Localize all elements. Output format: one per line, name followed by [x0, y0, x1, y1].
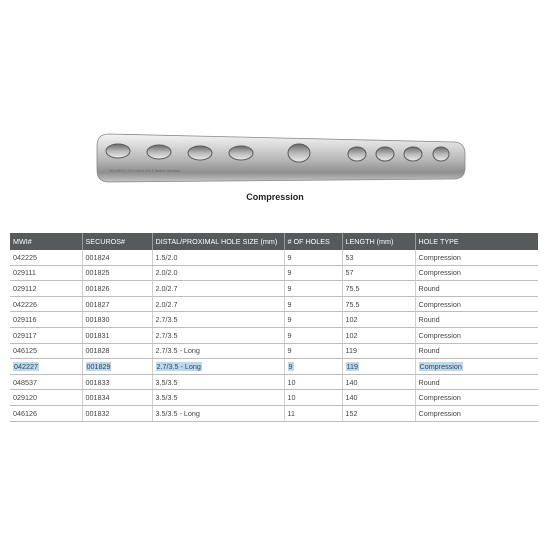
table-cell: 140 [342, 374, 415, 390]
table-cell: 001833 [82, 374, 152, 390]
bone-plate-illustration [95, 128, 467, 186]
table-row [10, 250, 538, 265]
table-cell: 102 [342, 327, 415, 343]
table-cell: 53 [342, 250, 415, 265]
table-cell: 9 [284, 312, 342, 328]
table-row [10, 359, 538, 375]
table-cell: 029112 [10, 281, 82, 297]
column-header: MWI# [10, 233, 82, 250]
svg-text:SECUROS 1.5/2.0 mm 9 HOLE: SECUROS 1.5/2.0 mm 9 HOLE Made in Germany [109, 169, 181, 173]
table-cell: Compression [415, 250, 538, 265]
table-cell: 119 [342, 343, 415, 359]
table-cell: 75.5 [342, 281, 415, 297]
table-cell: 3.5/3.5 [152, 374, 284, 390]
table-row [10, 281, 538, 297]
table-cell: 9 [284, 343, 342, 359]
plate-hole [188, 146, 212, 160]
table-cell: 9 [284, 296, 342, 312]
plate-hole [376, 147, 394, 161]
table-cell: 042227 [10, 359, 82, 375]
table-cell: Round [415, 312, 538, 328]
table-cell: 140 [342, 390, 415, 406]
table-cell: 2.7/3.5 [152, 327, 284, 343]
figure-caption: Compression [246, 192, 304, 202]
plate-hole [348, 147, 366, 161]
plate-hole [147, 145, 171, 159]
table-cell: 042226 [10, 296, 82, 312]
table-cell: 2.0/2.7 [152, 296, 284, 312]
table-cell: 001824 [82, 250, 152, 265]
table-cell: 102 [342, 312, 415, 328]
plate-hole [106, 144, 130, 158]
table-cell: 001826 [82, 281, 152, 297]
column-header: HOLE TYPE [415, 233, 538, 250]
table-cell: 9 [284, 327, 342, 343]
table-cell: Compression [415, 265, 538, 281]
table-cell: Compression [415, 405, 538, 421]
product-table [10, 233, 538, 422]
table-cell: 029116 [10, 312, 82, 328]
table-row [10, 374, 538, 390]
table-cell: 029117 [10, 327, 82, 343]
table-cell: Compression [415, 390, 538, 406]
table-cell: 001828 [82, 343, 152, 359]
table-row [10, 327, 538, 343]
table-cell: 152 [342, 405, 415, 421]
table-cell: 046126 [10, 405, 82, 421]
column-header: LENGTH (mm) [342, 233, 415, 250]
table-cell: 75.5 [342, 296, 415, 312]
plate-hole [404, 147, 422, 161]
table-cell: 57 [342, 265, 415, 281]
table-row [10, 390, 538, 406]
column-header: # OF HOLES [284, 233, 342, 250]
table-cell: 029111 [10, 265, 82, 281]
table-cell: Compression [415, 359, 538, 375]
table-row [10, 312, 538, 328]
column-header: DISTAL/PROXIMAL HOLE SIZE (mm) [152, 233, 284, 250]
table-cell: 042225 [10, 250, 82, 265]
table-cell: 2.0/2.7 [152, 281, 284, 297]
table-cell: 048537 [10, 374, 82, 390]
table-cell: 2.7/3.5 [152, 312, 284, 328]
table-cell: 3.5/3.5 [152, 390, 284, 406]
table-cell: 119 [342, 359, 415, 375]
plate-hole [229, 146, 253, 160]
table-row [10, 405, 538, 421]
table-cell: 10 [284, 390, 342, 406]
table-cell: 2.0/2.0 [152, 265, 284, 281]
table-row [10, 296, 538, 312]
table-cell: Round [415, 281, 538, 297]
table-cell: 001831 [82, 327, 152, 343]
table-row [10, 265, 538, 281]
column-header: SECUROS# [82, 233, 152, 250]
table-cell: 3.5/3.5 - Long [152, 405, 284, 421]
plate-hole [288, 144, 310, 162]
table-header-row [10, 233, 538, 250]
table-cell: 2.7/3.5 - Long [152, 359, 284, 375]
plate-hole [433, 147, 449, 161]
table-cell: 9 [284, 359, 342, 375]
table-cell: 001832 [82, 405, 152, 421]
table-cell: 029120 [10, 390, 82, 406]
table-row [10, 343, 538, 359]
table-cell: 001834 [82, 390, 152, 406]
table-cell: 001830 [82, 312, 152, 328]
table-cell: 11 [284, 405, 342, 421]
table-cell: 001827 [82, 296, 152, 312]
table-cell: 046125 [10, 343, 82, 359]
table-cell: 1.5/2.0 [152, 250, 284, 265]
table-cell: 9 [284, 281, 342, 297]
table-cell: 9 [284, 265, 342, 281]
table-cell: 10 [284, 374, 342, 390]
table-cell: 001825 [82, 265, 152, 281]
table-cell: Compression [415, 327, 538, 343]
table-cell: Round [415, 374, 538, 390]
bone-plate-image [95, 128, 467, 186]
table-cell: Round [415, 343, 538, 359]
table-cell: 9 [284, 250, 342, 265]
table-cell: 2.7/3.5 - Long [152, 343, 284, 359]
table-cell: Compression [415, 296, 538, 312]
table-cell: 001829 [82, 359, 152, 375]
